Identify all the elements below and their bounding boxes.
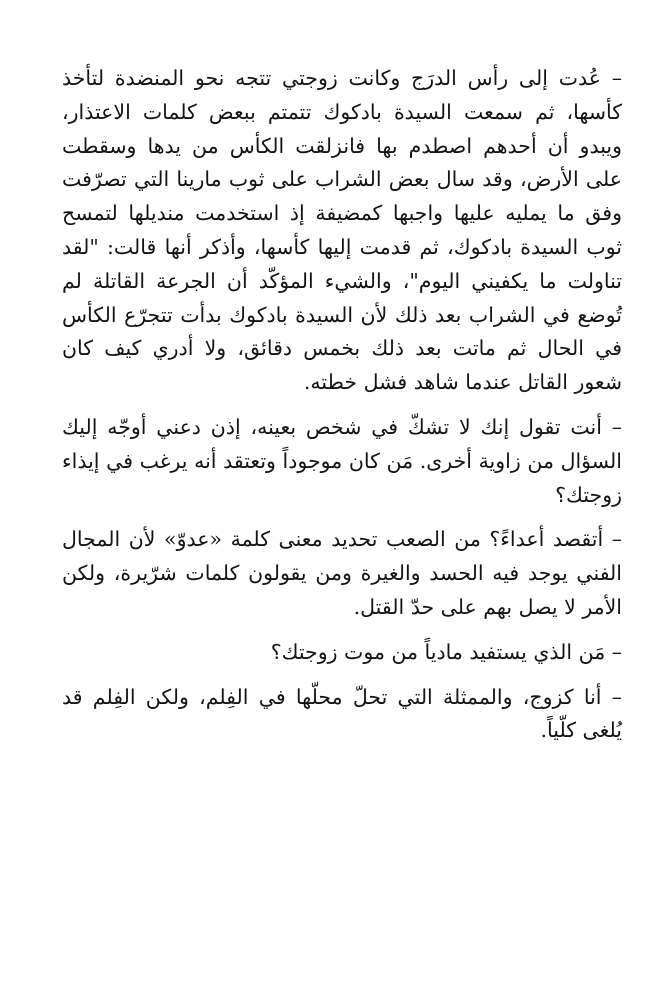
paragraph-3: – أتقصد أعداءً؟ من الصعب تحديد معنى كلمة «عدوّ» لأن المجال الفني يوجد فيه الحسد والغيرة ومن يقولون كلمات شرّيرة، ولكن الأمر لا يصل بهم على حدّ القتل. (62, 527, 622, 619)
book-page-text (62, 62, 622, 748)
paragraph-2: – أنت تقول إنك لا تشكّ في شخص بعينه، إذن دعني أوجّه إليك السؤال من زاوية أخرى. مَن كان موجوداً وتعتقد أنه يرغب في إيذاء زوجتك؟ (62, 414, 622, 507)
paragraph-4: – مَن الذي يستفيد مادياً من موت زوجتك؟ (270, 639, 622, 664)
paragraph-1: – عُدت إلى رأس الدرَج وكانت زوجتي تتجه نحو المنضدة لتأخذ كأسها، ثم سمعت السيدة بادكوك تتمتم ببعض كلمات الاعتذار، ويبدو أن أحدهم اصطدم بها فانزلقت الكأس من يدها وسقطت على الأرض، وقد سال بعض الشراب على ثوب مارينا التي تصرّفت وفق ما يمليه عليها واجبها كمضيفة إذ استخدمت منديلها لتمسح ثوب السيدة بادكوك، ثم قدمت إليها كأسها، وأذكر أنها قالت: "لقد تناولت ما يكفيني اليوم"، والشيء المؤكّد أن الجرعة القاتلة لم تُوضع في الشراب بعد ذلك لأن السيدة بادكوك بدأت تتجرّع الكأس في الحال ثم ماتت بعد ذلك بخمس دقائق، ولا أدري كيف كان شعور القاتل عندما شاهد فشل خطته. (62, 66, 622, 395)
paragraph-5: – أنا كزوج، والممثلة التي تحلّ محلّها في الفِلم، ولكن الفِلم قد يُلغى كلّياً. (62, 684, 622, 743)
